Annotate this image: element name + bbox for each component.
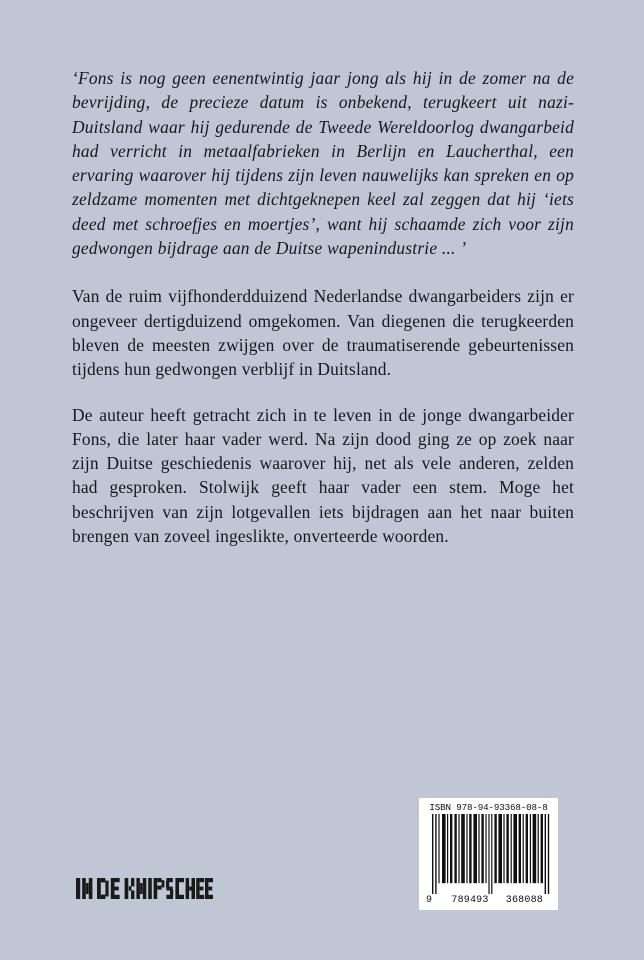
isbn-barcode xyxy=(419,798,558,910)
ean13-bars-icon xyxy=(425,814,552,894)
blurb-paragraph-context: Van de ruim vijfhonderdduizend Nederlandse dwangarbeiders zijn er ongeveer dertigduizend omgekomen. Van diegenen die terugkeerden bleven de meesten zwijgen over de traumatiserende gebeurtenissen tijdens hun gedwongen verblijf in Duitsland. xyxy=(72,286,574,380)
in-de-knipscheer-wordmark-icon xyxy=(76,878,213,899)
ean-right-group: 368088 xyxy=(505,895,543,906)
publisher-logo xyxy=(76,878,213,899)
ean-digits xyxy=(425,894,552,907)
blurb-text-block xyxy=(72,66,574,548)
blurb-paragraph-quote: ‘Fons is nog geen eenentwintig jaar jong als hij in de zomer na de bevrijding, de precieze datum is onbekend, terugkeert uit nazi-Duitsland waar hij gedurende de Tweede Wereldoorlog dwangarbeid had verricht in metaalfabrieken in Berlijn en Laucherthal, een ervaring waarover hij tijdens zijn leven nauwelijks kan spreken en op zeldzame momenten met dichtgeknepen keel zal zeggen dat hij ‘iets deed met schroefjes en moertjes’, want hij schaamde zich voor zijn gedwongen bijdrage aan de Duitse wapenindustrie ... ’ xyxy=(72,68,574,259)
ean-lead-digit: 9 xyxy=(426,895,433,906)
isbn-number-text: ISBN 978-94-93368-08-8 xyxy=(429,802,548,813)
barcode-bars xyxy=(425,814,552,894)
ean-left-group: 789493 xyxy=(451,895,489,906)
blurb-paragraph-author: De auteur heeft getracht zich in te leven in de jonge dwangarbeider Fons, die later haar vader werd. Na zijn dood ging ze op zoek naar zijn Duitse geschiedenis waarover hij, net als vele anderen, zelden had gesproken. Stolwijk geeft haar vader een stem. Moge het beschrijven van zijn lotgevallen iets bijdragen aan het naar buiten brengen van zoveel ingeslikte, onverteerde woorden. xyxy=(72,404,574,547)
